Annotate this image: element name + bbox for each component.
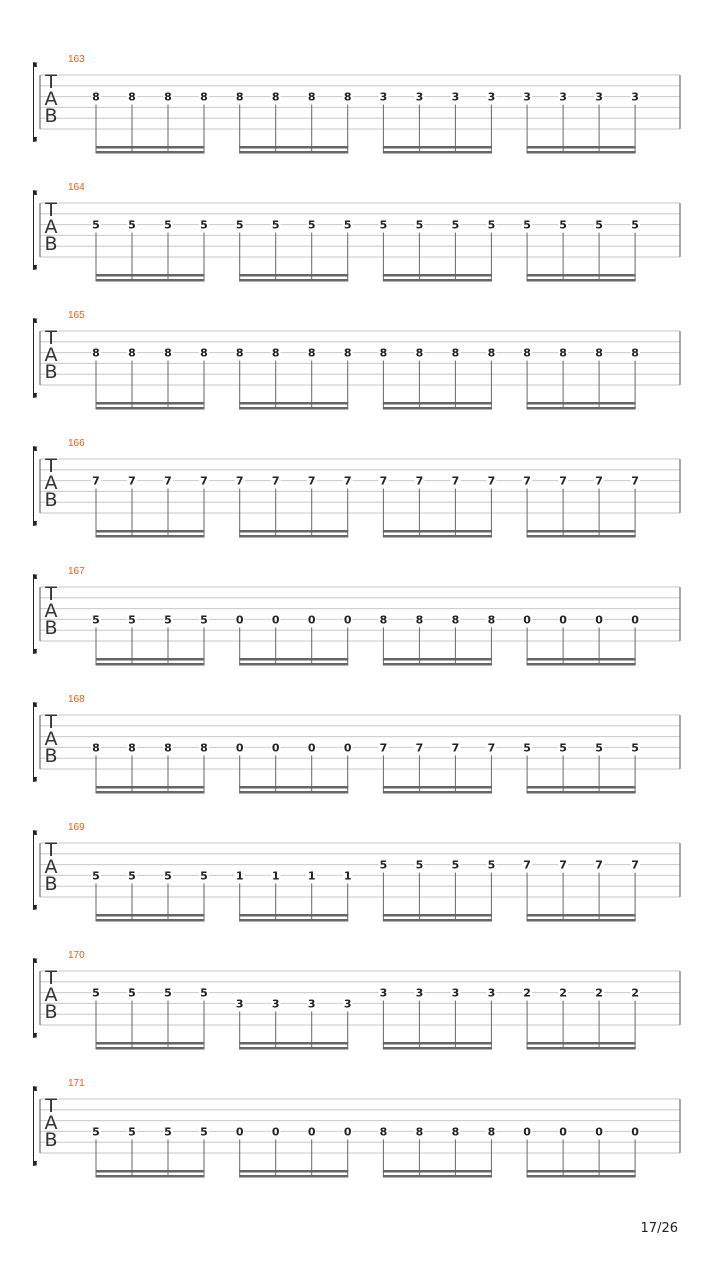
fret-number: 0: [235, 613, 244, 627]
beam: [96, 1170, 205, 1173]
beam: [239, 1042, 348, 1045]
fret-number: 1: [235, 869, 244, 883]
tab-clef-letter: T: [45, 199, 57, 221]
fret-number: 0: [595, 613, 603, 627]
beam: [383, 146, 492, 149]
fret-number: 7: [523, 858, 531, 872]
beam: [383, 791, 492, 794]
fret-number: 5: [200, 1125, 208, 1139]
beam: [239, 663, 348, 666]
beam: [96, 407, 205, 410]
beam: [383, 786, 492, 789]
fret-number: 3: [559, 90, 567, 104]
fret-number: 2: [595, 986, 603, 1000]
measure-number: 167: [68, 566, 85, 577]
fret-number: 5: [92, 613, 100, 627]
fret-number: 5: [128, 613, 136, 627]
fret-number: 7: [595, 474, 603, 488]
beam: [527, 1175, 636, 1178]
fret-number: 5: [559, 741, 567, 755]
fret-number: 3: [451, 986, 460, 1000]
beam: [527, 530, 636, 533]
tab-clef-letter: B: [44, 489, 58, 511]
tab-clef-letter: A: [44, 88, 58, 110]
beam: [96, 1042, 205, 1045]
beam: [527, 1047, 636, 1050]
measure-number: 170: [68, 950, 85, 961]
tab-system: [33, 438, 680, 538]
beam: [383, 914, 492, 917]
fret-number: 3: [487, 90, 496, 104]
fret-number: 7: [451, 741, 460, 755]
tab-clef-letter: B: [44, 745, 58, 767]
fret-number: 5: [128, 869, 136, 883]
fret-number: 5: [128, 1125, 136, 1139]
fret-number: 8: [128, 90, 136, 104]
beam: [239, 919, 348, 922]
fret-number: 5: [164, 1125, 172, 1139]
fret-number: 8: [200, 741, 208, 755]
fret-number: 0: [559, 1125, 567, 1139]
beam: [239, 146, 348, 149]
fret-number: 8: [343, 90, 352, 104]
fret-number: 8: [307, 346, 316, 360]
fret-number: 0: [307, 741, 316, 755]
tab-clef-letter: A: [44, 1112, 58, 1134]
fret-number: 8: [92, 346, 100, 360]
beam: [527, 402, 636, 405]
fret-number: 8: [595, 346, 603, 360]
fret-number: 5: [379, 218, 388, 232]
beam: [383, 279, 492, 282]
fret-number: 7: [92, 474, 100, 488]
fret-number: 5: [415, 218, 424, 232]
tab-clef-letter: T: [45, 583, 57, 605]
beam: [383, 274, 492, 277]
tab-clef-letter: B: [44, 617, 58, 639]
fret-number: 7: [559, 858, 567, 872]
beam: [96, 1175, 205, 1178]
fret-number: 8: [379, 346, 388, 360]
fret-number: 8: [307, 90, 316, 104]
beam: [527, 535, 636, 538]
fret-number: 7: [487, 474, 496, 488]
tab-system: [33, 182, 680, 282]
beam: [96, 402, 205, 405]
fret-number: 8: [200, 346, 208, 360]
beam: [96, 151, 205, 154]
beam: [383, 407, 492, 410]
fret-number: 5: [92, 218, 100, 232]
tab-system: [33, 310, 680, 410]
tab-clef-letter: A: [44, 984, 58, 1006]
beam: [239, 402, 348, 405]
system-bracket: [33, 1086, 38, 1166]
fret-number: 5: [343, 218, 352, 232]
fret-number: 5: [164, 218, 172, 232]
fret-number: 8: [164, 90, 172, 104]
beam: [96, 791, 205, 794]
fret-number: 7: [164, 474, 172, 488]
fret-number: 3: [343, 997, 352, 1011]
fret-number: 5: [164, 613, 172, 627]
fret-number: 0: [343, 613, 352, 627]
beam: [96, 279, 205, 282]
beam: [239, 279, 348, 282]
fret-number: 5: [92, 869, 100, 883]
fret-number: 1: [307, 869, 316, 883]
fret-number: 5: [631, 741, 639, 755]
measure-number: 169: [68, 822, 85, 833]
fret-number: 5: [631, 218, 639, 232]
fret-number: 7: [307, 474, 316, 488]
fret-number: 0: [235, 1125, 244, 1139]
system-bracket: [33, 446, 38, 526]
beam: [239, 530, 348, 533]
fret-number: 8: [523, 346, 531, 360]
fret-number: 5: [559, 218, 567, 232]
fret-number: 5: [92, 1125, 100, 1139]
fret-number: 8: [92, 90, 100, 104]
fret-number: 5: [200, 613, 208, 627]
beam: [383, 658, 492, 661]
fret-number: 8: [487, 613, 496, 627]
measure-number: 171: [68, 1078, 85, 1089]
fret-number: 0: [235, 741, 244, 755]
beam: [383, 1170, 492, 1173]
beam: [96, 535, 205, 538]
fret-number: 7: [235, 474, 244, 488]
system-bracket: [33, 830, 38, 910]
fret-number: 3: [523, 90, 531, 104]
fret-number: 8: [487, 346, 496, 360]
beam: [96, 786, 205, 789]
fret-number: 5: [92, 986, 100, 1000]
fret-number: 3: [379, 90, 388, 104]
fret-number: 8: [200, 90, 208, 104]
beam: [239, 151, 348, 154]
beam: [383, 663, 492, 666]
fret-number: 8: [451, 1125, 460, 1139]
beam: [239, 914, 348, 917]
tab-clef-letter: T: [45, 327, 57, 349]
beam: [96, 1047, 205, 1050]
system-bracket: [33, 574, 38, 654]
beam: [96, 530, 205, 533]
beam: [239, 274, 348, 277]
tab-clef-letter: A: [44, 216, 58, 238]
tab-system: [33, 950, 680, 1050]
beam: [527, 914, 636, 917]
fret-number: 7: [631, 474, 639, 488]
beam: [527, 1042, 636, 1045]
fret-number: 3: [415, 986, 424, 1000]
tab-clef-letter: T: [45, 839, 57, 861]
system-bracket: [33, 190, 38, 270]
fret-number: 8: [271, 90, 280, 104]
tab-clef-letter: A: [44, 856, 58, 878]
fret-number: 5: [200, 218, 208, 232]
fret-number: 8: [271, 346, 280, 360]
fret-number: 5: [200, 869, 208, 883]
beam: [527, 663, 636, 666]
fret-number: 3: [271, 997, 280, 1011]
fret-number: 8: [451, 346, 460, 360]
beam: [383, 919, 492, 922]
fret-number: 2: [631, 986, 639, 1000]
fret-number: 5: [200, 986, 208, 1000]
fret-number: 0: [523, 613, 531, 627]
fret-number: 8: [164, 346, 172, 360]
fret-number: 7: [343, 474, 352, 488]
fret-number: 5: [271, 218, 280, 232]
fret-number: 0: [631, 1125, 639, 1139]
fret-number: 5: [487, 218, 496, 232]
fret-number: 8: [164, 741, 172, 755]
beam: [527, 786, 636, 789]
fret-number: 3: [631, 90, 639, 104]
fret-number: 5: [595, 218, 603, 232]
beam: [527, 279, 636, 282]
fret-number: 0: [307, 613, 316, 627]
fret-number: 3: [487, 986, 496, 1000]
fret-number: 1: [271, 869, 280, 883]
fret-number: 8: [415, 1125, 424, 1139]
beam: [96, 919, 205, 922]
tab-clef-letter: B: [44, 1129, 58, 1151]
beam: [96, 274, 205, 277]
tab-system: [33, 1078, 680, 1178]
fret-number: 0: [343, 741, 352, 755]
fret-number: 7: [415, 474, 424, 488]
system-bracket: [33, 318, 38, 398]
system-bracket: [33, 62, 38, 142]
beam: [383, 535, 492, 538]
measure-number: 168: [68, 694, 85, 705]
fret-number: 5: [164, 869, 172, 883]
tab-clef-letter: T: [45, 71, 57, 93]
fret-number: 7: [559, 474, 567, 488]
fret-number: 8: [235, 346, 244, 360]
fret-number: 7: [379, 741, 388, 755]
tab-clef-letter: B: [44, 105, 58, 127]
fret-number: 0: [595, 1125, 603, 1139]
fret-number: 8: [379, 613, 388, 627]
fret-number: 5: [451, 218, 460, 232]
fret-number: 8: [487, 1125, 496, 1139]
beam: [527, 146, 636, 149]
page-number: 17/26: [640, 1221, 678, 1236]
fret-number: 5: [128, 986, 136, 1000]
fret-number: 3: [595, 90, 603, 104]
fret-number: 0: [343, 1125, 352, 1139]
tab-system: [33, 822, 680, 922]
beam: [239, 658, 348, 661]
beam: [239, 791, 348, 794]
tab-clef-letter: A: [44, 600, 58, 622]
tab-clef-letter: A: [44, 472, 58, 494]
fret-number: 8: [235, 90, 244, 104]
fret-number: 5: [235, 218, 244, 232]
fret-number: 8: [379, 1125, 388, 1139]
tab-clef-letter: A: [44, 344, 58, 366]
measure-number: 166: [68, 438, 85, 449]
system-bracket: [33, 702, 38, 782]
beam: [527, 1170, 636, 1173]
fret-number: 5: [523, 741, 531, 755]
beam: [383, 530, 492, 533]
fret-number: 8: [415, 613, 424, 627]
fret-number: 5: [595, 741, 603, 755]
fret-number: 0: [307, 1125, 316, 1139]
tab-clef-letter: T: [45, 455, 57, 477]
fret-number: 8: [559, 346, 567, 360]
fret-number: 8: [415, 346, 424, 360]
tab-clef-letter: B: [44, 873, 58, 895]
beam: [239, 1175, 348, 1178]
fret-number: 7: [595, 858, 603, 872]
fret-number: 7: [631, 858, 639, 872]
beam: [527, 151, 636, 154]
fret-number: 3: [307, 997, 316, 1011]
fret-number: 7: [271, 474, 280, 488]
tab-clef-letter: T: [45, 967, 57, 989]
fret-number: 5: [451, 858, 460, 872]
fret-number: 5: [523, 218, 531, 232]
fret-number: 8: [128, 346, 136, 360]
tab-clef-letter: T: [45, 1095, 57, 1117]
fret-number: 8: [128, 741, 136, 755]
fret-number: 5: [415, 858, 424, 872]
tab-system: [33, 694, 680, 794]
beam: [383, 1042, 492, 1045]
fret-number: 8: [92, 741, 100, 755]
fret-number: 8: [631, 346, 639, 360]
beam: [527, 919, 636, 922]
tab-clef-letter: B: [44, 361, 58, 383]
fret-number: 5: [379, 858, 388, 872]
fret-number: 7: [200, 474, 208, 488]
fret-number: 0: [523, 1125, 531, 1139]
beam: [239, 407, 348, 410]
tab-clef-letter: A: [44, 728, 58, 750]
tab-system: [33, 54, 680, 154]
beam: [383, 151, 492, 154]
beam: [527, 658, 636, 661]
fret-number: 0: [631, 613, 639, 627]
fret-number: 3: [379, 986, 388, 1000]
fret-number: 5: [487, 858, 496, 872]
beam: [527, 791, 636, 794]
fret-number: 7: [128, 474, 136, 488]
fret-number: 0: [271, 613, 280, 627]
fret-number: 1: [343, 869, 352, 883]
fret-number: 2: [523, 986, 531, 1000]
beam: [239, 535, 348, 538]
fret-number: 0: [271, 1125, 280, 1139]
tab-clef-letter: T: [45, 711, 57, 733]
fret-number: 7: [415, 741, 424, 755]
fret-number: 7: [523, 474, 531, 488]
fret-number: 3: [235, 997, 244, 1011]
tab-system: [33, 566, 680, 666]
tab-clef-letter: B: [44, 233, 58, 255]
system-bracket: [33, 958, 38, 1038]
beam: [383, 402, 492, 405]
measure-number: 163: [68, 54, 85, 65]
beam: [239, 1047, 348, 1050]
beam: [239, 1170, 348, 1173]
fret-number: 0: [559, 613, 567, 627]
fret-number: 7: [451, 474, 460, 488]
beam: [239, 786, 348, 789]
fret-number: 2: [559, 986, 567, 1000]
beam: [96, 663, 205, 666]
beam: [527, 407, 636, 410]
fret-number: 7: [379, 474, 388, 488]
fret-number: 0: [271, 741, 280, 755]
beam: [96, 146, 205, 149]
measure-number: 164: [68, 182, 85, 193]
fret-number: 8: [343, 346, 352, 360]
fret-number: 5: [307, 218, 316, 232]
fret-number: 3: [451, 90, 460, 104]
beam: [96, 658, 205, 661]
beam: [96, 914, 205, 917]
beam: [527, 274, 636, 277]
measure-number: 165: [68, 310, 85, 321]
fret-number: 5: [164, 986, 172, 1000]
tab-clef-letter: B: [44, 1001, 58, 1023]
fret-number: 3: [415, 90, 424, 104]
fret-number: 7: [487, 741, 496, 755]
beam: [383, 1047, 492, 1050]
fret-number: 5: [128, 218, 136, 232]
fret-number: 8: [451, 613, 460, 627]
beam: [383, 1175, 492, 1178]
